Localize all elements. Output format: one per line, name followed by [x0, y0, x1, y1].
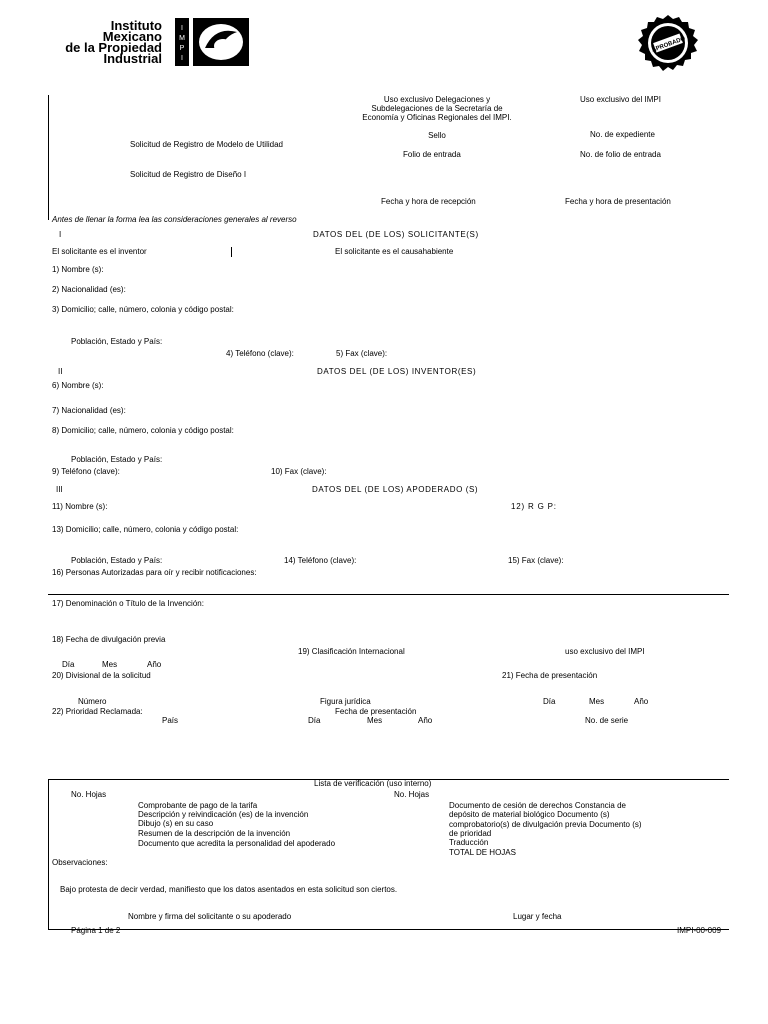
presentacion-dia-label: Día — [543, 697, 556, 706]
field-telefono-inventor[interactable]: 9) Teléfono (clave): — [52, 467, 120, 476]
logo-line: Instituto — [110, 18, 162, 33]
modelo-utilidad-option[interactable]: Solicitud de Registro de Modelo de Utilidad — [130, 140, 283, 149]
impi-logo-mark — [175, 18, 249, 66]
folio-entrada-label: Folio de entrada — [403, 150, 461, 159]
lugar-fecha-label: Lugar y fecha — [513, 912, 562, 921]
section-ii-title: DATOS DEL (DE LOS) INVENTOR(ES) — [317, 367, 477, 376]
field-prioridad[interactable]: 22) Prioridad Reclamada: — [52, 707, 143, 716]
presentacion-mes-label: Mes — [589, 697, 605, 706]
section-ii-number: II — [58, 367, 63, 376]
field-domicilio-apoderado[interactable]: 13) Domicilio; calle, número, colonia y código postal: — [52, 525, 239, 534]
field-nombre-solicitante[interactable]: 1) Nombre (s): — [52, 265, 104, 274]
section-iii-number: III — [56, 485, 63, 494]
firma-label: Nombre y firma del solicitante o su apoderado — [128, 912, 292, 921]
checklist-item[interactable]: Comprobante de pago de la tarifa — [138, 801, 258, 810]
section-iii-title: DATOS DEL (DE LOS) APODERADO (S) — [312, 485, 479, 494]
logo-line: Industrial — [103, 51, 162, 66]
delegaciones-note: Uso exclusivo Delegaciones y Subdelegaciones de la Secretaría de Economía y Oficinas Regionales del IMPI. — [362, 95, 512, 122]
divisional-figura-label: Figura jurídica — [320, 697, 371, 706]
checklist-item[interactable]: de prioridad — [449, 829, 492, 838]
field-fax-apoderado[interactable]: 15) Fax (clave): — [508, 556, 564, 565]
section-divider — [48, 594, 729, 595]
checklist-item[interactable]: Documento que acredita la personalidad del apoderado — [138, 839, 336, 848]
svg-text:APROBADO: APROBADO — [651, 36, 687, 54]
footer-border — [48, 929, 729, 930]
form-code: IMPI-00-009 — [677, 926, 722, 935]
field-telefono-solicitante[interactable]: 4) Teléfono (clave): — [226, 349, 294, 358]
field-nombre-inventor[interactable]: 6) Nombre (s): — [52, 381, 104, 390]
prioridad-serie-label: No. de serie — [585, 716, 629, 725]
prioridad-pais-label: País — [162, 716, 179, 725]
form-left-border — [48, 95, 49, 220]
checklist-item[interactable]: comprobatorio(s) de divulgación previa Documento (s) — [449, 820, 642, 829]
uso-impi-label: Uso exclusivo del IMPI — [580, 95, 661, 104]
logo-line: de la Propiedad — [65, 40, 162, 55]
prioridad-mes-label: Mes — [367, 716, 383, 725]
presentacion-ano-label: Año — [634, 697, 649, 706]
checklist-item[interactable]: Resumen de la descripción de la invención — [138, 829, 291, 838]
checklist-hojas-left: No. Hojas — [71, 790, 107, 799]
checklist-item[interactable]: depósito de material biológico Documento (s) — [449, 810, 610, 819]
field-nombre-apoderado[interactable]: 11) Nombre (s): — [52, 502, 108, 511]
field-observaciones[interactable]: Observaciones: — [52, 858, 108, 867]
uso-exclusivo-impi-label: uso exclusivo del IMPI — [565, 647, 645, 656]
field-fax-solicitante[interactable]: 5) Fax (clave): — [336, 349, 388, 358]
field-poblacion-inventor[interactable]: Población, Estado y País: — [71, 455, 163, 464]
no-expediente-label: No. de expediente — [590, 130, 655, 139]
checklist-item[interactable]: Traducción — [449, 838, 489, 847]
approved-seal-icon — [632, 14, 704, 74]
checklist-item[interactable]: Descripción y reivindicación (es) de la invención — [138, 810, 309, 819]
svg-text:I: I — [181, 25, 183, 32]
no-folio-label: No. de folio de entrada — [580, 150, 661, 159]
sello-label: Sello — [428, 131, 446, 140]
section-i-title: DATOS DEL (DE LOS) SOLICITANTE(S) — [313, 230, 479, 239]
protesta-statement: Bajo protesta de decir verdad, manifiesto que los datos asentados en esta solicitud son ciertos. — [60, 885, 398, 894]
divulgacion-mes-label: Mes — [102, 660, 118, 669]
divulgacion-dia-label: Día — [62, 660, 75, 669]
diseno-option[interactable]: Solicitud de Registro de Diseño I — [130, 170, 247, 179]
checklist-item[interactable]: Dibujo (s) en su caso — [138, 819, 214, 828]
field-nacionalidad-inventor[interactable]: 7) Nacionalidad (es): — [52, 406, 126, 415]
field-divisional[interactable]: 20) Divisional de la solicitud — [52, 671, 151, 680]
svg-text:P: P — [179, 45, 185, 52]
field-poblacion-apoderado[interactable]: Población, Estado y País: — [71, 556, 163, 565]
section-i-number: I — [59, 230, 62, 239]
solicitante-inventor-option[interactable]: El solicitante es el inventor — [52, 247, 147, 256]
field-titulo-invencion[interactable]: 17) Denominación o Título de la Invención: — [52, 599, 204, 608]
prioridad-fecha-label: Fecha de presentación — [335, 707, 417, 716]
checklist-item[interactable]: Documento de cesión de derechos Constancia de — [449, 801, 626, 810]
field-fecha-divulgacion[interactable]: 18) Fecha de divulgación previa — [52, 635, 166, 644]
prioridad-dia-label: Día — [308, 716, 321, 725]
divisional-numero-label: Número — [78, 697, 107, 706]
solicitante-causahabiente-option[interactable]: El solicitante es el causahabiente — [335, 247, 454, 256]
svg-text:M: M — [179, 35, 185, 42]
field-poblacion-solicitante[interactable]: Población, Estado y País: — [71, 337, 163, 346]
checklist-hojas-right: No. Hojas — [394, 790, 430, 799]
inventor-divider — [231, 247, 232, 257]
prioridad-ano-label: Año — [418, 716, 433, 725]
field-fecha-presentacion[interactable]: 21) Fecha de presentación — [502, 671, 598, 680]
field-fax-inventor[interactable]: 10) Fax (clave): — [271, 467, 327, 476]
checklist-total: TOTAL DE HOJAS — [449, 848, 516, 857]
field-rgp[interactable]: 12) R G P: — [511, 502, 557, 511]
checklist-left-border — [48, 779, 49, 929]
page-number: Página 1 de 2 — [71, 926, 121, 935]
divulgacion-ano-label: Año — [147, 660, 162, 669]
field-clasificacion-internacional[interactable]: 19) Clasificación Internacional — [298, 647, 405, 656]
field-telefono-apoderado[interactable]: 14) Teléfono (clave): — [284, 556, 357, 565]
field-domicilio-solicitante[interactable]: 3) Domicilio; calle, número, colonia y código postal: — [52, 305, 234, 314]
svg-text:I: I — [181, 55, 183, 62]
logo-line: Mexicano — [102, 29, 162, 44]
instructions-note: Antes de llenar la forma lea las consideraciones generales al reverso — [52, 215, 297, 224]
field-nacionalidad-solicitante[interactable]: 2) Nacionalidad (es): — [52, 285, 126, 294]
fecha-presentacion-label: Fecha y hora de presentación — [565, 197, 671, 206]
field-domicilio-inventor[interactable]: 8) Domicilio; calle, número, colonia y código postal: — [52, 426, 234, 435]
fecha-recepcion-label: Fecha y hora de recepción — [381, 197, 476, 206]
checklist-title: Lista de verificación (uso interno) — [314, 779, 432, 788]
field-personas-autorizadas[interactable]: 16) Personas Autorizadas para oír y recibir notificaciones: — [52, 568, 257, 577]
